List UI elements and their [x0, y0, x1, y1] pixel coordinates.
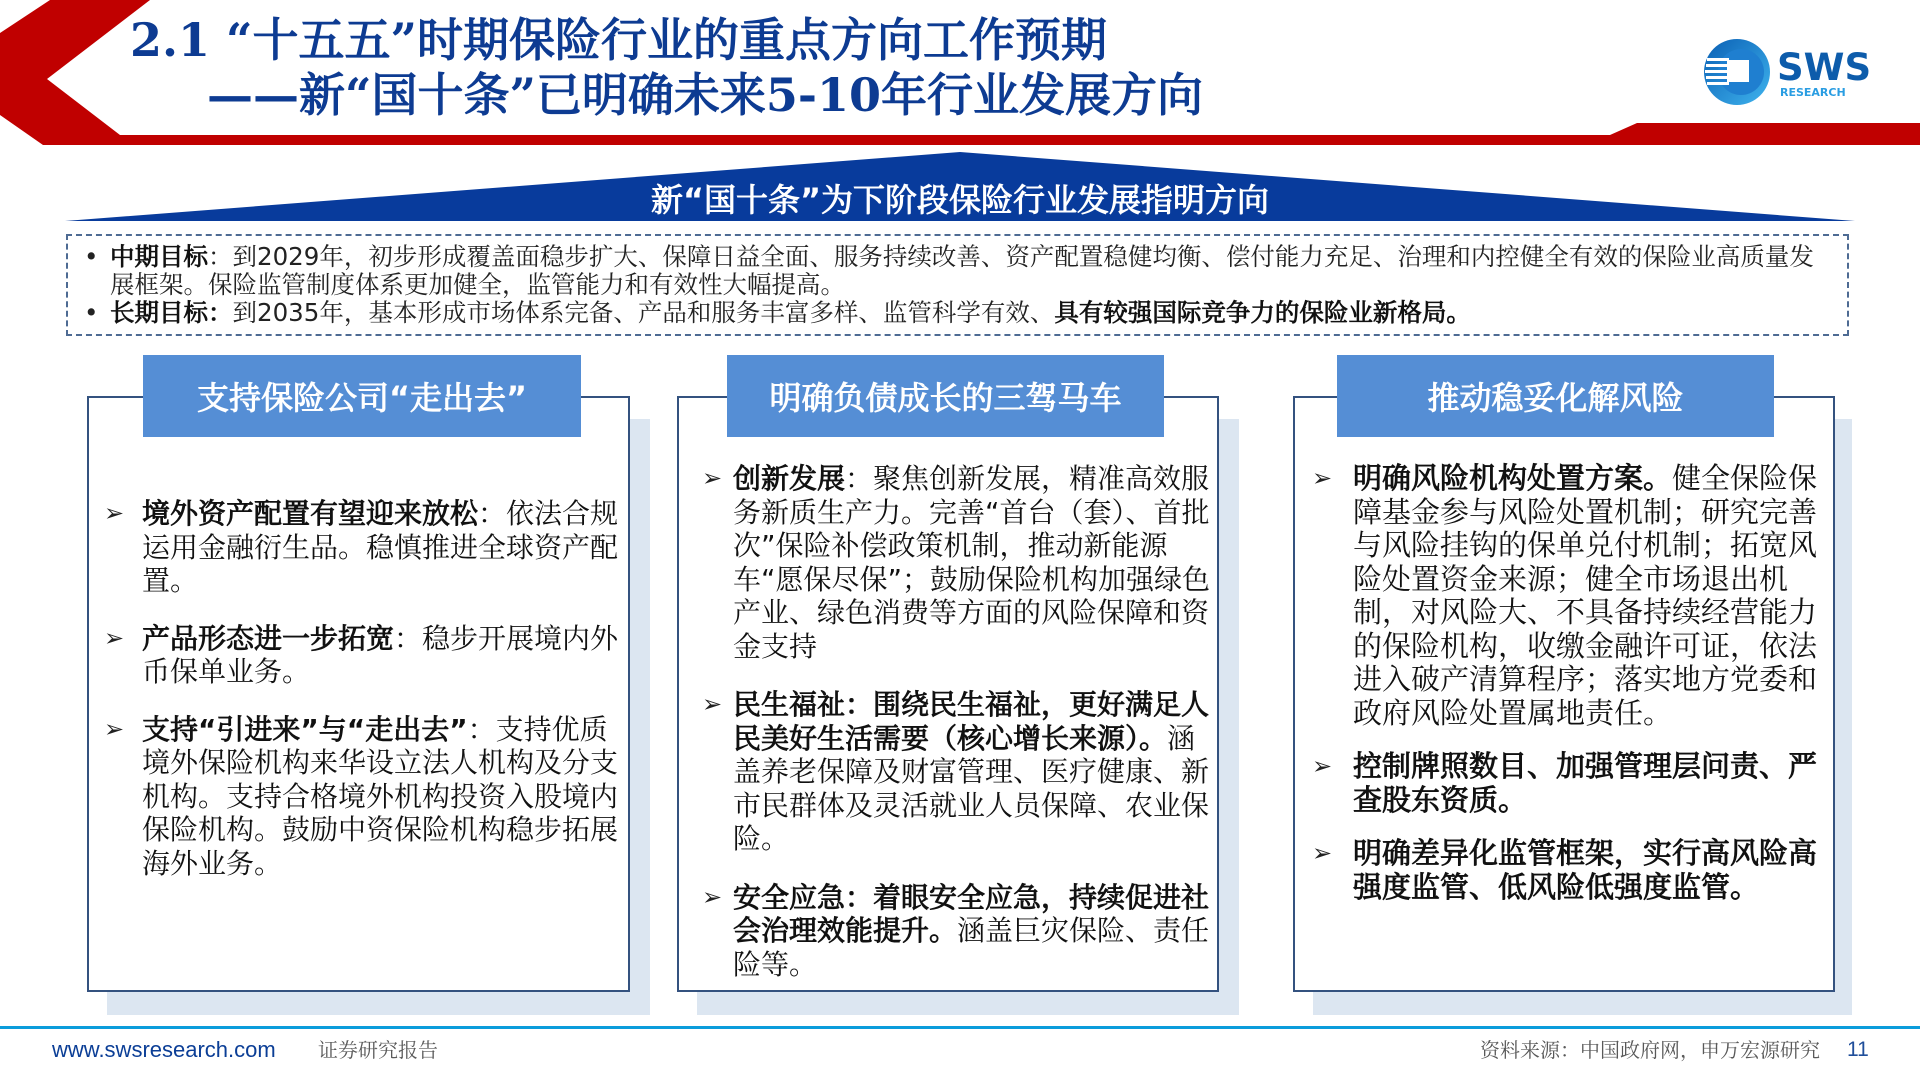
list-item [100, 497, 622, 598]
column-header-going-global: 支持保险公司“走出去” [143, 355, 581, 437]
arrow-bullet-icon: ➢ [104, 623, 125, 652]
page-number: 11 [1847, 1038, 1869, 1061]
item-text: ：支持优质境外保险机构来华设立法人机构及分支机构。支持合格境外机构投资入股境内保险机构。鼓励中资保险机构稳步拓展海外业务。 [142, 712, 619, 880]
item-text: ：聚焦创新发展，精准高效服务新质生产力。完善“首台（套）、首批次”保险补偿政策机制，推动新能源车“愿保尽保”；鼓励保险机构加强绿色产业、绿色消费等方面的风险保障和资金支持 [733, 462, 1211, 663]
arrow-bullet-icon: ➢ [702, 690, 723, 718]
column-list-risk-resolution [1308, 462, 1825, 904]
list-item [698, 688, 1213, 856]
item-heading: 产品形态进一步拓宽 [142, 621, 395, 655]
item-heading: 境外资产配置有望迎来放松 [142, 497, 479, 530]
goal-text: ：到2029年，初步形成覆盖面稳步扩大、保障日益全面、服务持续改善、资产配置稳健均衡、偿付能力充足、治理和内控健全有效的保险业高质量发展框架。保险监管制度体系更加健全，监管能力和有效性大幅提高。 [110, 242, 1814, 299]
bullet-icon: • [84, 242, 99, 271]
footer-website-link[interactable]: www.swsresearch.com [52, 1037, 276, 1062]
arrow-bullet-icon: ➢ [1312, 752, 1333, 780]
item-heading: 民生福祉：围绕民生福祉，更好满足人民美好生活需要（核心增长来源）。 [733, 688, 1210, 755]
column-list-going-global [100, 497, 622, 880]
list-item [698, 881, 1213, 982]
list-item [1308, 750, 1825, 817]
list-item [1308, 462, 1825, 730]
item-text: 涵盖巨灾保险、责任险等。 [733, 914, 1210, 981]
footer-report-type: 证券研究报告 [318, 1038, 438, 1062]
goal-label: 中期目标 [110, 242, 208, 271]
list-item [1308, 837, 1825, 904]
arrow-bullet-icon: ➢ [104, 499, 125, 527]
item-text: 健全保险保障基金参与风险处置机制；研究完善与风险挂钩的保单兑付机制；拓宽风险处置资金来源；健全市场退出机制，对风险大、不具备持续经营能力的保险机构，收缴金融许可证，依法进入破产清算程序；落实地方党委和政府风险处置属地责任。 [1353, 461, 1818, 730]
sws-logo-icon [1704, 39, 1770, 105]
bullet-icon: • [84, 298, 99, 327]
goal-label: 长期目标： [110, 298, 233, 327]
arrow-bullet-icon: ➢ [702, 882, 723, 911]
column-header-liability-growth: 明确负债成长的三驾马车 [727, 355, 1164, 437]
item-heading: 创新发展 [733, 462, 846, 495]
item-text: ：稳步开展境内外币保单业务。 [142, 621, 619, 688]
goal-long-term [68, 299, 1820, 327]
item-text: 涵盖养老保障及财富管理、医疗健康、新市民群体及灵活就业人员保障、农业保险。 [733, 721, 1210, 855]
list-item [100, 622, 622, 689]
column-header-risk-resolution: 推动稳妥化解风险 [1337, 355, 1774, 437]
goal-mid-term [68, 243, 1820, 299]
list-item [698, 462, 1213, 663]
footer-source-note: 资料来源：中国政府网，申万宏源研究 [1480, 1038, 1820, 1062]
logo-brand: SWS [1777, 46, 1872, 89]
item-heading: 明确风险机构处置方案。 [1353, 461, 1673, 495]
page-subtitle: ——新“国十条”已明确未来5-10年行业发展方向 [207, 68, 1204, 122]
list-item [100, 713, 622, 881]
item-heading: 明确差异化监管框架，实行高风险高强度监管、低风险低强度监管。 [1353, 836, 1818, 904]
banner-title: 新“国十条”为下阶段保险行业发展指明方向 [650, 181, 1270, 219]
item-text: ：依法合规运用金融衍生品。稳慎推进全球资产配置。 [142, 497, 619, 597]
arrow-bullet-icon: ➢ [702, 464, 723, 492]
column-list-liability-growth [698, 462, 1213, 981]
page-title: 2.1 “十五五”时期保险行业的重点方向工作预期 [130, 13, 1107, 67]
arrow-bullet-icon: ➢ [104, 714, 125, 743]
sws-research-logo [1703, 36, 1893, 108]
item-heading: 控制牌照数目、加强管理层问责、严查股东资质。 [1353, 749, 1818, 817]
arrow-bullet-icon: ➢ [1312, 839, 1333, 867]
arrow-bullet-icon: ➢ [1312, 464, 1333, 492]
goals-box [66, 234, 1849, 336]
footer-divider [0, 1026, 1920, 1029]
goal-emphasis: 具有较强国际竞争力的保险业新格局。 [1054, 298, 1471, 327]
item-heading: 支持“引进来”与“走出去” [142, 712, 468, 746]
goal-text: 到2035年，基本形成市场体系完备、产品和服务丰富多样、监管科学有效、 [232, 298, 1055, 327]
item-heading: 安全应急：着眼安全应急，持续促进社会治理效能提升。 [733, 880, 1210, 947]
logo-subtitle: RESEARCH [1780, 86, 1846, 99]
